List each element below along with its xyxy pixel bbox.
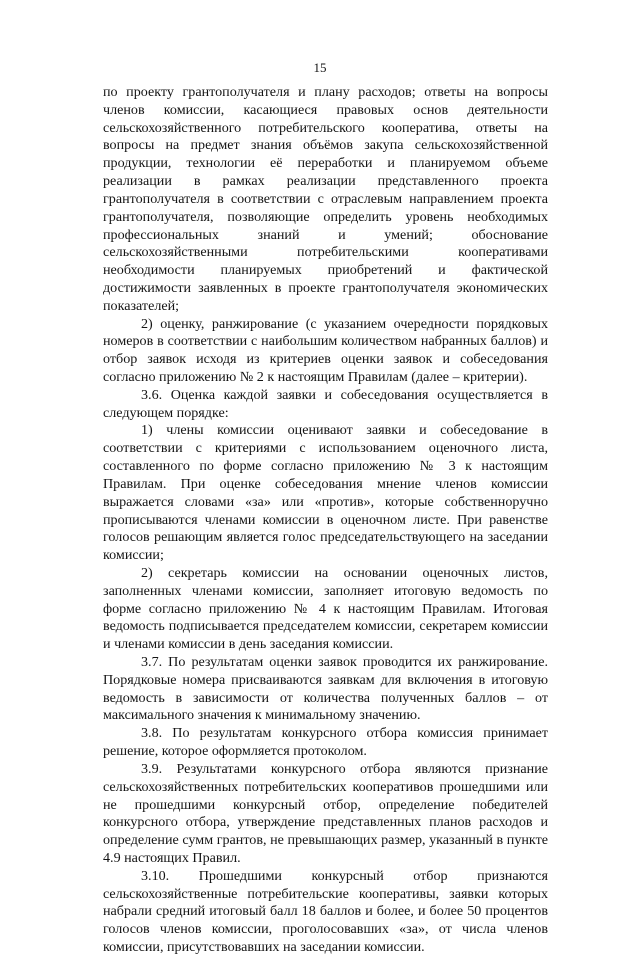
paragraph-3-9: 3.9. Результатами конкурсного отбора являются признание сельскохозяйственных потребительских кооперативов прошедшими или не прошедшими конкурсный отбор, определение победителей конкурсного отбора, утверждение представленных планов расходов и определение сумм грантов, не превышающих размер, указанный в пункте 4.9 настоящих Правил. bbox=[103, 760, 548, 866]
paragraph-3-6-1: 1) члены комиссии оценивают заявки и собеседование в соответствии с критериями с использованием оценочного листа, составленного по форме согласно приложению № 3 к настоящим Правилам. При оценке собеседования мнение членов комиссии выражается словами «за» или «против», которые собственноручно прописываются членами комиссии в оценочном листе. При равенстве голосов решающим является голос председательствующего на заседании комиссии; bbox=[103, 422, 548, 564]
paragraph-interview-topics: по проекту грантополучателя и плану расходов; ответы на вопросы членов комиссии, касающиеся правовых основ деятельности сельскохозяйственного потребительского кооператива, ответы на вопросы на предмет знания объёмов закупа сельскохозяйственной продукции, технологии её переработки и планируемом объеме реализации в рамках реализации представленного проекта грантополучателя в соответствии с отраслевым направлением проекта грантополучателя, позволяющие определить уровень необходимых профессиональных знаний и умений; обоснование сельскохозяйственными потребительскими кооперативами необходимости планируемых приобретений и фактической достижимости заявленных в проекте грантополучателя экономических показателей; bbox=[103, 84, 548, 314]
paragraph-3-8: 3.8. По результатам конкурсного отбора комиссия принимает решение, которое оформляется протоколом. bbox=[103, 725, 548, 760]
paragraph-3-7: 3.7. По результатам оценки заявок проводится их ранжирование. Порядковые номера присваиваются заявкам для включения в итоговую ведомость в зависимости от количества полученных баллов – от максимального значения к минимальному значению. bbox=[103, 654, 548, 724]
paragraph-ranking: 2) оценку, ранжирование (с указанием очередности порядковых номеров в соответствии с наибольшим количеством набранных баллов) и отбор заявок исходя из критериев оценки заявок и собеседования согласно приложению № 2 к настоящим Правилам (далее – критерии). bbox=[103, 315, 548, 385]
paragraph-3-10: 3.10. Прошедшими конкурсный отбор признаются сельскохозяйственные потребительские кооперативы, заявки которых набрали средний итоговый балл 18 баллов и более, и более 50 процентов голосов членов комиссии, проголосовавших «за», от числа членов комиссии, присутствовавших на заседании комиссии. bbox=[103, 867, 548, 955]
page-number: 15 bbox=[313, 60, 327, 75]
paragraph-3-6: 3.6. Оценка каждой заявки и собеседования осуществляется в следующем порядке: bbox=[103, 386, 548, 421]
document-body bbox=[103, 84, 548, 957]
paragraph-3-6-2: 2) секретарь комиссии на основании оценочных листов, заполненных членами комиссии, заполняет итоговую ведомость по форме согласно приложению № 4 к настоящим Правилам. Итоговая ведомость подписывается председателем комиссии, секретарем комиссии и членами комиссии в день заседания комиссии. bbox=[103, 564, 548, 653]
